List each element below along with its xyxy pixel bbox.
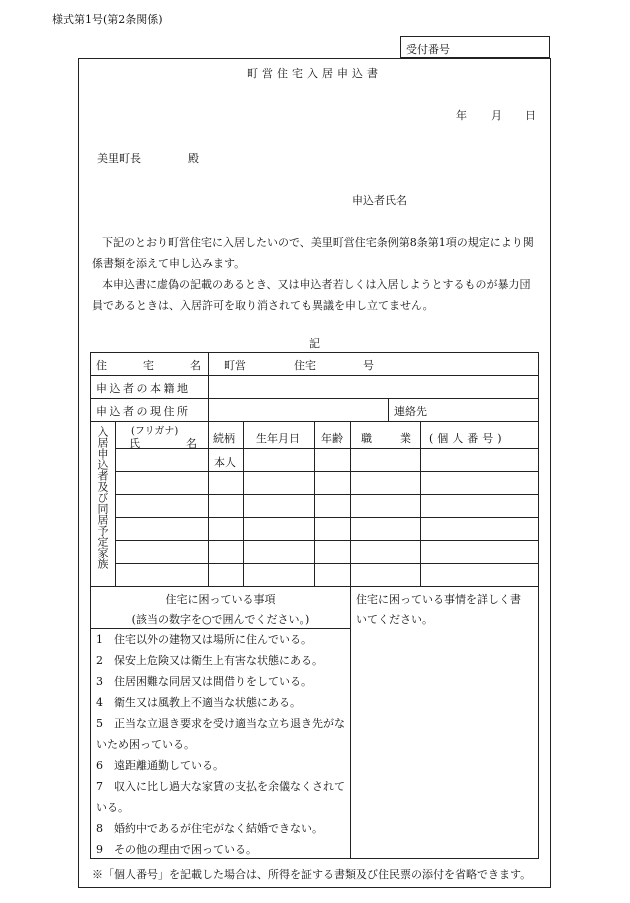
occupation-column-header: 職 業: [361, 432, 411, 445]
date-year-label: 年: [456, 109, 467, 122]
family-name-field[interactable]: [116, 518, 208, 540]
trouble-item-9[interactable]: 9 その他の理由で困っている。: [96, 843, 257, 856]
detail-header-line2: いてください。: [356, 613, 433, 626]
family-name-field[interactable]: [116, 449, 208, 471]
family-name-field[interactable]: [116, 472, 208, 494]
trouble-item-6[interactable]: 6 遠距離通勤している。: [96, 759, 224, 772]
housing-name-field[interactable]: [210, 354, 537, 374]
trouble-item-5[interactable]: 5 正当な立退き要求を受け適当な立ち退き先がないため困っている。: [96, 717, 345, 751]
family-side-label: 入居申込者及び同居予定家族: [96, 426, 109, 569]
relation-self-value: 本人: [214, 456, 236, 469]
trouble-item-2[interactable]: 2 保安上危険又は衛生上有害な状態にある。: [96, 654, 323, 667]
housing-name-label: 住 宅 名: [96, 359, 201, 372]
current-address-label: 申込者の現住所: [96, 405, 191, 418]
footnote: ※「個人番号」を記載した場合は、所得を証する書類及び住民票の添付を省略できます。: [92, 868, 532, 881]
trouble-item-8[interactable]: 8 婚約中であるが住宅がなく結婚できない。: [96, 822, 323, 835]
addressee-suffix: 殿: [188, 152, 199, 165]
trouble-header-title: 住宅に困っている事項: [165, 593, 276, 606]
declaration-statement: 本申込書に虚偽の記載のあるとき、又は申込者若しくは入居しようとするものが暴力団員であるときは、入居許可を取り消されても異議を申し立てません。: [92, 278, 531, 312]
housing-house-label: 住宅: [294, 359, 316, 372]
date-month-label: 月: [491, 109, 502, 122]
housing-town-label: 町営: [224, 359, 246, 372]
my-number-column-header: (個人番号): [429, 432, 506, 445]
date-day-label: 日: [525, 109, 536, 122]
honseki-label: 申込者の本籍地: [96, 382, 191, 395]
relation-column-header: 続柄: [213, 432, 235, 445]
trouble-item-4[interactable]: 4 衛生又は風教上不適当な状態にある。: [96, 696, 301, 709]
current-address-field[interactable]: [210, 400, 387, 420]
trouble-item-1[interactable]: 1 住宅以外の建物又は場所に住んでいる。: [96, 633, 312, 646]
form-title: 町営住宅入居申込書: [247, 67, 382, 80]
family-name-field[interactable]: [116, 564, 208, 586]
family-name-field[interactable]: [116, 541, 208, 563]
contact-field[interactable]: [437, 400, 537, 420]
housing-number-label: 号: [363, 359, 374, 372]
trouble-header-instruction: (該当の数字を○で囲んでください。): [131, 613, 310, 626]
applicant-name-label: 申込者氏名: [352, 194, 407, 207]
honseki-field[interactable]: [210, 377, 537, 397]
ki-heading: 記: [309, 337, 320, 350]
form-number-label: 様式第1号(第2条関係): [52, 13, 163, 26]
application-statement: 下記のとおり町営住宅に入居したいので、美里町営住宅条例第8条第1項の規定により関係書類を添えて申し込みます。: [92, 236, 534, 270]
receipt-number-label: 受付番号: [406, 43, 450, 56]
trouble-item-7[interactable]: 7 収入に比し過大な家賃の支払を余儀なくされている。: [96, 780, 345, 814]
addressee: 美里町長: [97, 152, 141, 165]
trouble-item-3[interactable]: 3 住居困難な同居又は間借りをしている。: [96, 675, 312, 688]
birthdate-column-header: 生年月日: [256, 432, 300, 445]
furigana-label: (フリガナ): [131, 426, 179, 437]
name-column-header: 氏 名: [129, 437, 197, 450]
contact-label: 連絡先: [394, 405, 427, 418]
family-name-field[interactable]: [116, 495, 208, 517]
trouble-detail-field[interactable]: [352, 630, 537, 856]
detail-header-line1: 住宅に困っている事情を詳しく書: [356, 593, 521, 606]
age-column-header: 年齢: [321, 432, 343, 445]
